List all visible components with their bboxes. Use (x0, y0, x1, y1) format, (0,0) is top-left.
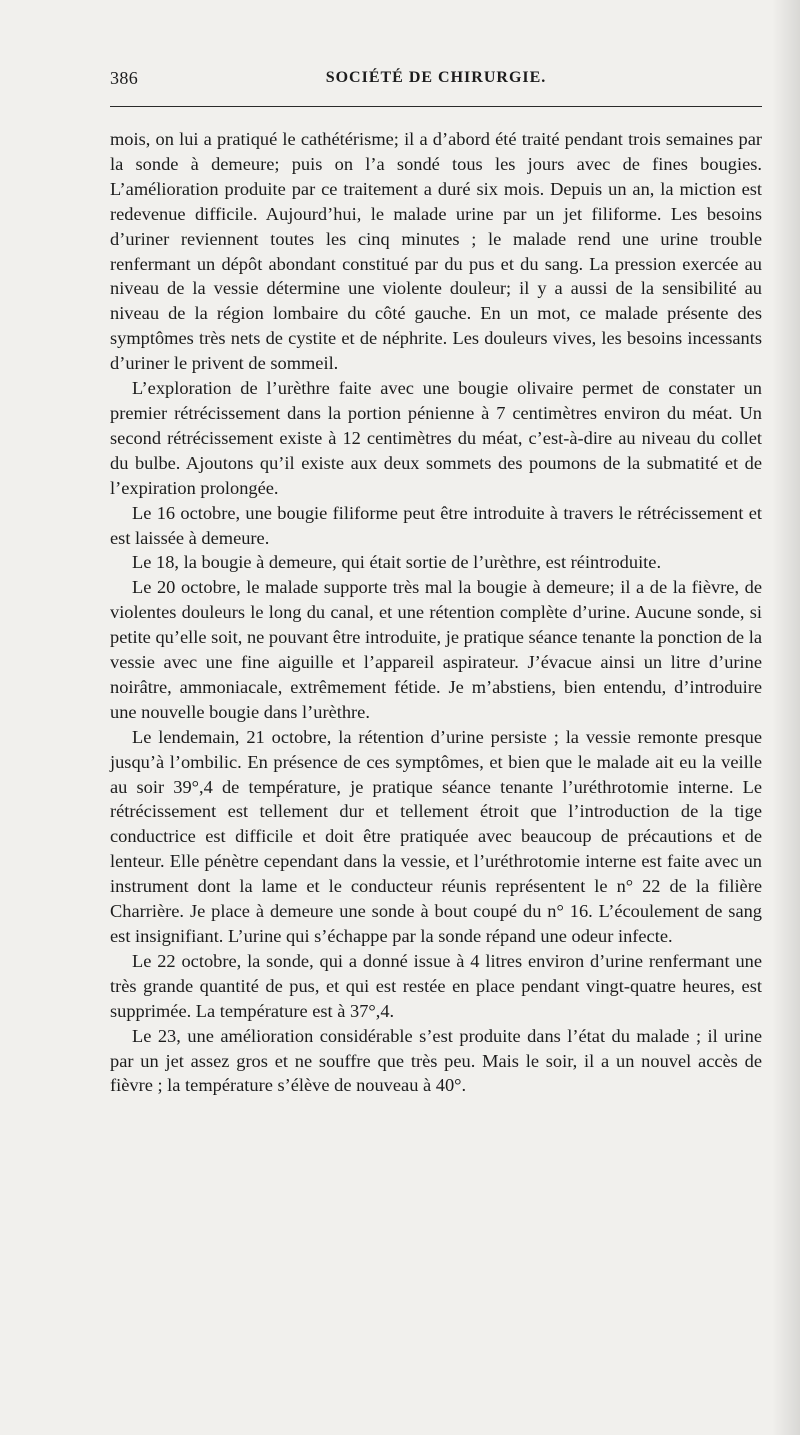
running-title: SOCIÉTÉ DE CHIRURGIE. (325, 69, 547, 86)
running-header (110, 68, 762, 98)
header-rule (110, 106, 762, 107)
paragraph-6: Le lendemain, 21 octobre, la rétention d’urine persiste ; la vessie remonte presque jusqu’à l’ombilic. En présence de ces symptômes, et bien que le malade ait eu la veille au soir 39°,4 de température, je pratique séance tenante l’uréthrotomie interne. Le rétrécissement est tellement dur et tellement étroit que l’introduction de la tige conductrice est difficile et doit être pratiquée avec beaucoup de précautions et de lenteur. Elle pénètre cependant dans la vessie, et l’uréthrotomie interne est faite avec un instrument dont la lame et le conducteur réunis représentent le n° 22 de la filière Charrière. Je place à demeure une sonde à bout coupé du n° 16. L’écoulement de sang est insignifiant. L’urine qui s’échappe par la sonde répand une odeur infecte. (110, 726, 762, 946)
paragraph-3: Le 16 octobre, une bougie filiforme peut être introduite à travers le rétrécissement et est laissée à demeure. (110, 502, 762, 548)
paragraph-7: Le 22 octobre, la sonde, qui a donné issue à 4 litres environ d’urine renfermant une très grande quantité de pus, et qui est restée en place pendant vingt-quatre heures, est supprimée. La température est à 37°,4. (110, 950, 762, 1021)
paragraph-8: Le 23, une amélioration considérable s’est produite dans l’état du malade ; il urine par un jet assez gros et ne souffre que très peu. Mais le soir, il a un nouvel accès de fièvre ; la température s’élève de nouveau à 40°. (110, 1025, 762, 1096)
paragraph-5: Le 20 octobre, le malade supporte très mal la bougie à demeure; il a de la fièvre, de violentes douleurs le long du canal, et une rétention complète d’urine. Aucune sonde, si petite qu’elle soit, ne pouvant être introduite, je pratique séance tenante la ponction de la vessie avec une fine aiguille et l’appareil aspirateur. J’évacue ainsi un litre d’urine noirâtre, ammoniacale, extrêmement fétide. Je m’abstiens, bien entendu, d’introduire une nouvelle bougie dans l’urèthre. (110, 577, 762, 722)
body-text (110, 127, 762, 1098)
paragraph-1: mois, on lui a pratiqué le cathétérisme; il a d’abord été traité pendant trois semaines par la sonde à demeure; puis on l’a sondé tous les jours avec de fines bougies. L’amélioration produite par ce traitement a duré six mois. Depuis un an, la miction est redevenue difficile. Aujourd’hui, le malade urine par un jet filiforme. Les besoins d’uriner reviennent toutes les cinq minutes ; le malade rend une urine trouble renfermant un dépôt abondant constitué par du pus et du sang. La pression exercée au niveau de la vessie détermine une violente douleur; il y a aussi de la sensibilité au niveau de la région lombaire du côté gauche. En un mot, ce malade présente des symptômes très nets de cystite et de néphrite. Les douleurs vives, les besoins incessants d’uriner le privent de sommeil. (110, 129, 762, 374)
page-number: 386 (110, 68, 139, 88)
paragraph-4: Le 18, la bougie à demeure, qui était sortie de l’urèthre, est réintroduite. (132, 552, 662, 573)
paragraph-2: L’exploration de l’urèthre faite avec une bougie olivaire permet de constater un premier rétrécissement dans la portion pénienne à 7 centimètres environ du méat. Un second rétrécissement existe à 12 centimètres du méat, c’est-à-dire au niveau du collet du bulbe. Ajoutons qu’il existe aux deux sommets des poumons de la submatité et de l’expiration prolongée. (110, 378, 762, 498)
